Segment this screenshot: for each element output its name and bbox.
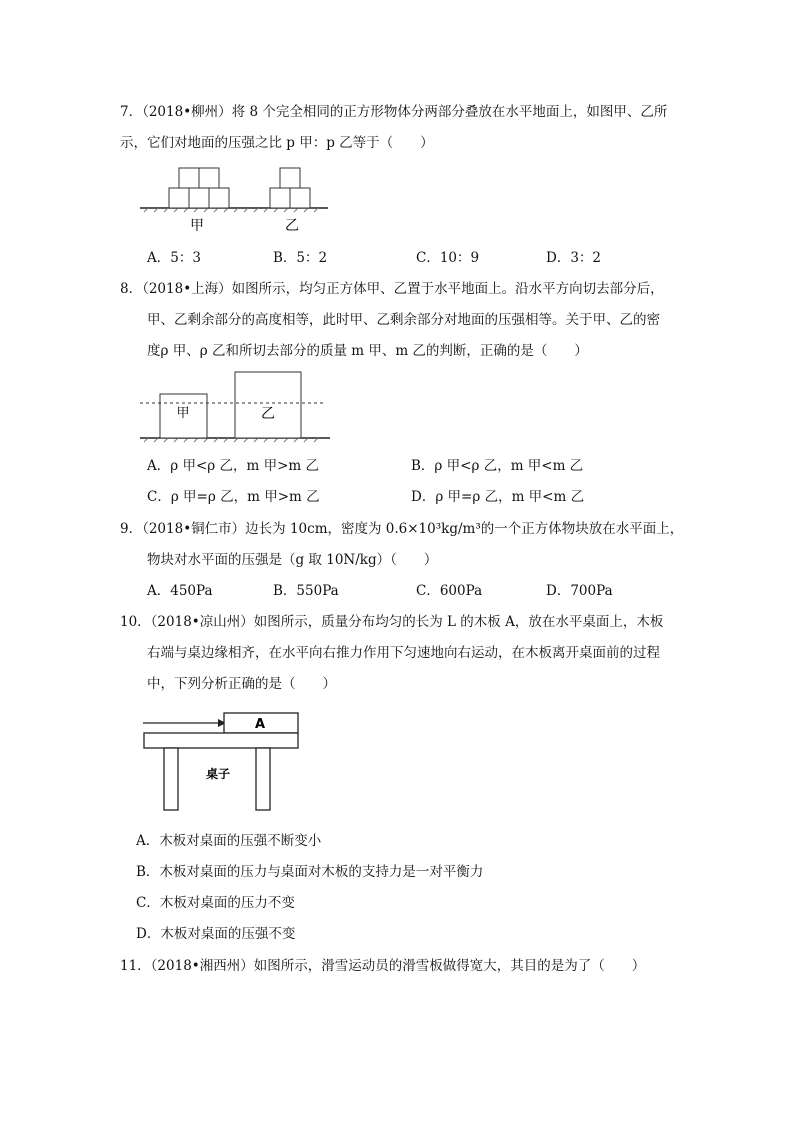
q9-option-a: A．450Pa <box>147 583 213 599</box>
q7-label-b: 乙 <box>285 218 299 234</box>
q7-option-d: D．3：2 <box>546 250 602 266</box>
board-label: A <box>254 717 266 732</box>
q7-label-a: 甲 <box>190 218 204 234</box>
table-leg-right <box>256 748 270 810</box>
q7-block <box>189 188 209 208</box>
q8-label-b: 乙 <box>261 406 275 422</box>
q7-option-b: B．5：2 <box>273 250 328 266</box>
q9-line-2: 物块对水平面的压强是（g 取 10N/kg）（ ） <box>147 552 438 568</box>
q8-option-b: B．ρ 甲<ρ 乙，m 甲<m 乙 <box>411 458 584 474</box>
q10-option-d: D．木板对桌面的压强不变 <box>136 926 296 942</box>
q9-line-1: 9．（2018•铜仁市）边长为 10cm，密度为 0.6×10³kg/m³的一个正方体物块放在水平面上， <box>120 521 684 537</box>
q10-option-a: A．木板对桌面的压强不断变小 <box>136 833 322 849</box>
q8-figure <box>140 370 330 445</box>
table-label: 桌子 <box>205 767 231 781</box>
q8-option-c: C．ρ 甲=ρ 乙，m 甲>m 乙 <box>147 489 320 505</box>
q7-line-1: 7．（2018•柳州）将 8 个完全相同的正方形物体分两部分叠放在水平地面上，如图甲、乙所 <box>120 104 668 120</box>
q10-line-3: 中，下列分析正确的是（ ） <box>147 676 336 692</box>
q8-line-2: 甲、乙剩余部分的高度相等，此时甲、乙剩余部分对地面的压强相等。关于甲、乙的密 <box>147 312 660 328</box>
q9-option-b: B．550Pa <box>273 583 339 599</box>
q10-line-1: 10．（2018•凉山州）如图所示，质量分布均匀的长为 L 的木板 A，放在水平桌面上，木板 <box>120 614 664 630</box>
q8-label-a: 甲 <box>176 406 190 421</box>
q7-block <box>169 188 189 208</box>
q8-option-a: A．ρ 甲<ρ 乙，m 甲>m 乙 <box>147 458 320 474</box>
q7-option-c: C．10：9 <box>416 250 480 266</box>
q7-figure <box>140 160 330 240</box>
q8-line-1: 8．（2018•上海）如图所示，均匀正方体甲、乙置于水平地面上。沿水平方向切去部分后， <box>120 281 664 297</box>
q7-line-2: 示，它们对地面的压强之比 p 甲：p 乙等于（ ） <box>120 135 434 151</box>
q7-option-a: A．5：3 <box>147 250 201 266</box>
q10-option-b: B．木板对桌面的压力与桌面对木板的支持力是一对平衡力 <box>136 864 484 880</box>
q7-block <box>270 188 290 208</box>
q7-block <box>179 168 199 188</box>
q9-option-c: C．600Pa <box>416 583 483 599</box>
q9-option-d: D．700Pa <box>546 583 613 599</box>
tabletop <box>144 733 298 748</box>
q10-line-2: 右端与桌边缘相齐，在水平向右推力作用下匀速地向右运动，在木板离开桌面前的过程 <box>147 645 660 661</box>
q10-figure <box>140 705 305 815</box>
table-leg-left <box>164 748 178 810</box>
q8-block-yi <box>235 372 301 438</box>
q8-line-3: 度ρ 甲、ρ 乙和所切去部分的质量 m 甲、m 乙的判断，正确的是（ ） <box>147 343 588 359</box>
q7-block <box>199 168 219 188</box>
q8-option-d: D．ρ 甲=ρ 乙，m 甲<m 乙 <box>411 489 585 505</box>
q7-block <box>290 188 310 208</box>
q10-option-c: C．木板对桌面的压力不变 <box>136 895 295 911</box>
q7-block <box>280 168 300 188</box>
q7-block <box>209 188 229 208</box>
q11-line-1: 11．（2018•湘西州）如图所示，滑雪运动员的滑雪板做得宽大，其目的是为了（ ） <box>120 958 646 974</box>
